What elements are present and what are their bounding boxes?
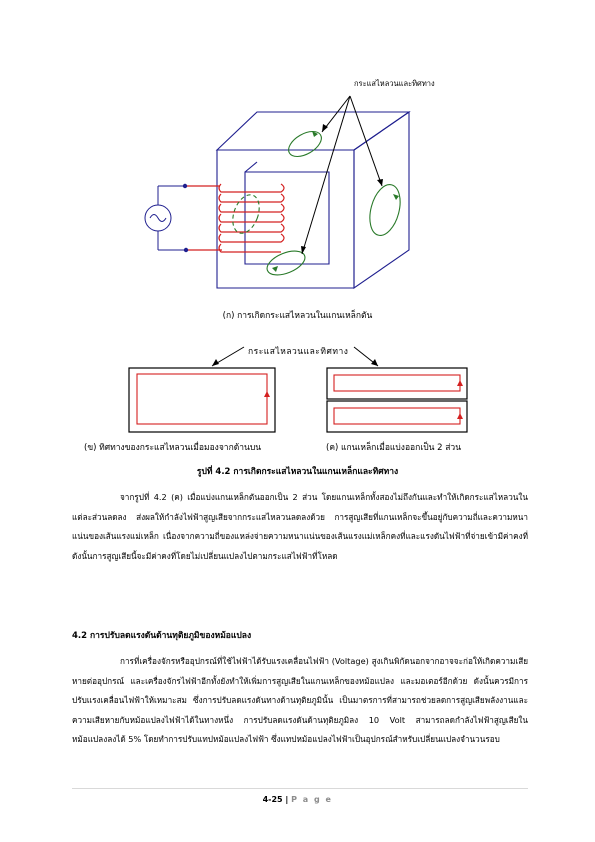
caption-b: (ข) ทิศทางของกระแสไหลวนเมื่อมองจากด้านบน bbox=[84, 443, 262, 453]
top-view-split-upper bbox=[327, 368, 467, 399]
core-side-face bbox=[354, 112, 409, 288]
caption-a: (ก) การเกิดกระแสไหลวนในแกนเหล็กตัน bbox=[222, 311, 373, 321]
eddy-loop-bottom bbox=[264, 246, 309, 280]
ac-source bbox=[145, 186, 186, 250]
eddy-loop-top bbox=[284, 126, 325, 161]
eddy-label-mid: กระแสไหลวนและทิศทาง bbox=[248, 347, 349, 357]
core-front-face bbox=[217, 150, 354, 288]
paragraph-1: จากรูปที่ 4.2 (ค) เมื่อแบ่งแกนเหล็กตันออกเป็น 2 ส่วน โดยแกนเหล็กทั้งสองไม่ถึงกันและทำให้เกิดกระแสไหลวนในแต่ละส่วนลดลง ส่งผลให้กำลังไฟฟ้าสูญเสียจากกระแสไหลวนลดลงด้วย การสูญเสียที่แกนเหล็กจะขึ้นอยู่กับความถี่และความหนาแน่นของเส้นแรงแม่เหล็ก เนื่องจากความถี่ของแหล่งจ่ายความหนาแน่นของเส้นแรงแม่เหล็กคงที่และแรงดันไฟฟ้าที่จ่ายเข้ามีค่าคงที่ ดังนั้นการสูญเสียนี้จะมีค่าคงที่โดยไม่เปลี่ยนแปลงไปตามกระแสไฟฟ้าที่โหลด bbox=[72, 492, 528, 561]
eddy-loop-side bbox=[365, 181, 406, 238]
page-number: 4-25 bbox=[262, 795, 283, 804]
terminal-dot bbox=[183, 184, 187, 188]
primary-coil bbox=[185, 184, 284, 252]
page-word: P a g e bbox=[291, 795, 333, 804]
eddy-label-top: กระแสไหลวนและทิศทาง bbox=[354, 79, 435, 88]
solid-core-diagram bbox=[0, 0, 595, 320]
page-footer bbox=[0, 795, 595, 804]
paragraph-2: การที่เครื่องจักรหรืออุปกรณ์ที่ใช้ไฟฟ้าได้รับแรงเคลื่อนไฟฟ้า (Voltage) สูงเกินพิกัดนอกจากอาจจะก่อให้เกิดความเสียหายต่ออุปกรณ์ และเครื่องจักรไฟฟ้าอีกทั้งยังทำให้เพิ่มการสูญเสียในแกนเหล็กของหม้อแปลง และมอเตอร์อีกด้วย ดังนั้นควรมีการปรับแรงเคลื่อนไฟฟ้าให้เหมาะสม ซึ่งการปรับลดแรงดันทางด้านทุติยภูมินั้น เป็นมาตรการที่สามารถช่วยลดการสูญเสียพลังงานและความเสียหายกับหม้อแปลงไฟฟ้าได้ในทางหนึ่ง การปรับลดแรงดันด้านทุติยภูมิลง 10 Volt สามารถลดกำลังไฟฟ้าสูญเสียในหม้อแปลงลงได้ 5% โดยทำการปรับแทปหม้อแปลงไฟฟ้า ซึ่งแทปหม้อแปลงไฟฟ้าเป็นอุปกรณ์สำหรับเปลี่ยนแปลงจำนวนรอบ bbox=[72, 656, 528, 745]
caption-c: (ค) แกนเหล็กเมื่อแบ่งออกเป็น 2 ส่วน bbox=[326, 443, 462, 453]
top-view-solid bbox=[129, 368, 275, 432]
eddy-loop-inner bbox=[228, 191, 264, 237]
section-heading: 4.2 การปรับลดแรงดันด้านทุติยภูมิของหม้อแปลง bbox=[72, 631, 252, 641]
top-view-split-lower bbox=[327, 401, 467, 432]
top-view-diagrams bbox=[0, 330, 595, 440]
figure-title: รูปที่ 4.2 การเกิดกระแสไหลวนในแกนเหล็กและทิศทาง bbox=[196, 467, 399, 477]
footer-separator: | bbox=[285, 795, 289, 804]
terminal-dot bbox=[184, 248, 188, 252]
footer-divider bbox=[72, 788, 528, 789]
